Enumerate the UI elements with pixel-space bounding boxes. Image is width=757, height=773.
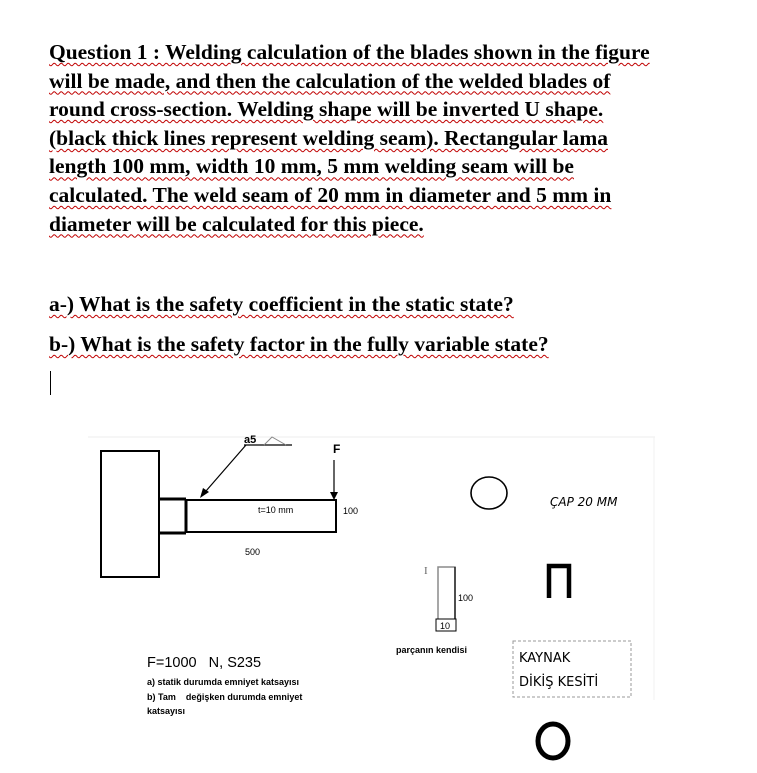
question-line: Question 1 : Welding calculation of the blades shown in the figure: [49, 40, 650, 64]
section-height-label: 100: [458, 593, 474, 603]
given-values: F=1000 N, S235: [147, 655, 262, 671]
question-line: (black thick lines represent welding seam). Rectangular lama: [49, 125, 608, 150]
part-a-question: a-) What is the safety coefficient in the static state?: [49, 292, 514, 316]
part-b-question: b-) What is the safety factor in the fully variable state?: [49, 332, 549, 356]
force-arrow-icon: [330, 492, 338, 500]
fillet-weld-symbol: [264, 437, 286, 445]
section-marker: I: [424, 565, 428, 577]
section-rect: [438, 567, 455, 621]
weld-leader-line: [206, 445, 246, 491]
thickness-label: t=10 mm: [258, 505, 294, 515]
question-line: length 100 mm, width 10 mm, 5 mm welding seam will be: [49, 154, 574, 179]
seam-section-label: DİKİŞ KESİTİ: [519, 675, 599, 690]
note-b-cont: katsayısı: [147, 706, 186, 716]
force-label: F: [333, 442, 341, 456]
height-label: 100: [343, 506, 359, 516]
part-itself-label: parçanın kendisi: [396, 645, 468, 655]
length-label: 500: [245, 547, 261, 557]
inverted-u-weld: [549, 566, 569, 598]
note-a: a) statik durumda emniyet katsayısı: [147, 677, 300, 687]
section-width-label: 10: [440, 621, 451, 631]
ring-weld: [538, 724, 568, 758]
weld-word: KAYNAK: [519, 651, 571, 666]
note-b: b) Tam değişken durumda emniyet: [147, 692, 303, 702]
diameter-label: ÇAP 20 MM: [550, 495, 618, 509]
question-line: diameter will be calculated for this piece.: [49, 211, 424, 236]
wall-block: [101, 451, 159, 577]
question-line: will be made, and then the calculation of the welded blades of: [49, 68, 611, 93]
question-line: round cross-section. Welding shape will be inverted U shape.: [49, 97, 604, 122]
question-line: calculated. The weld seam of 20 mm in diameter and 5 mm in: [49, 182, 612, 207]
weld-label: a5: [244, 434, 257, 446]
round-section-circle: [471, 477, 507, 509]
